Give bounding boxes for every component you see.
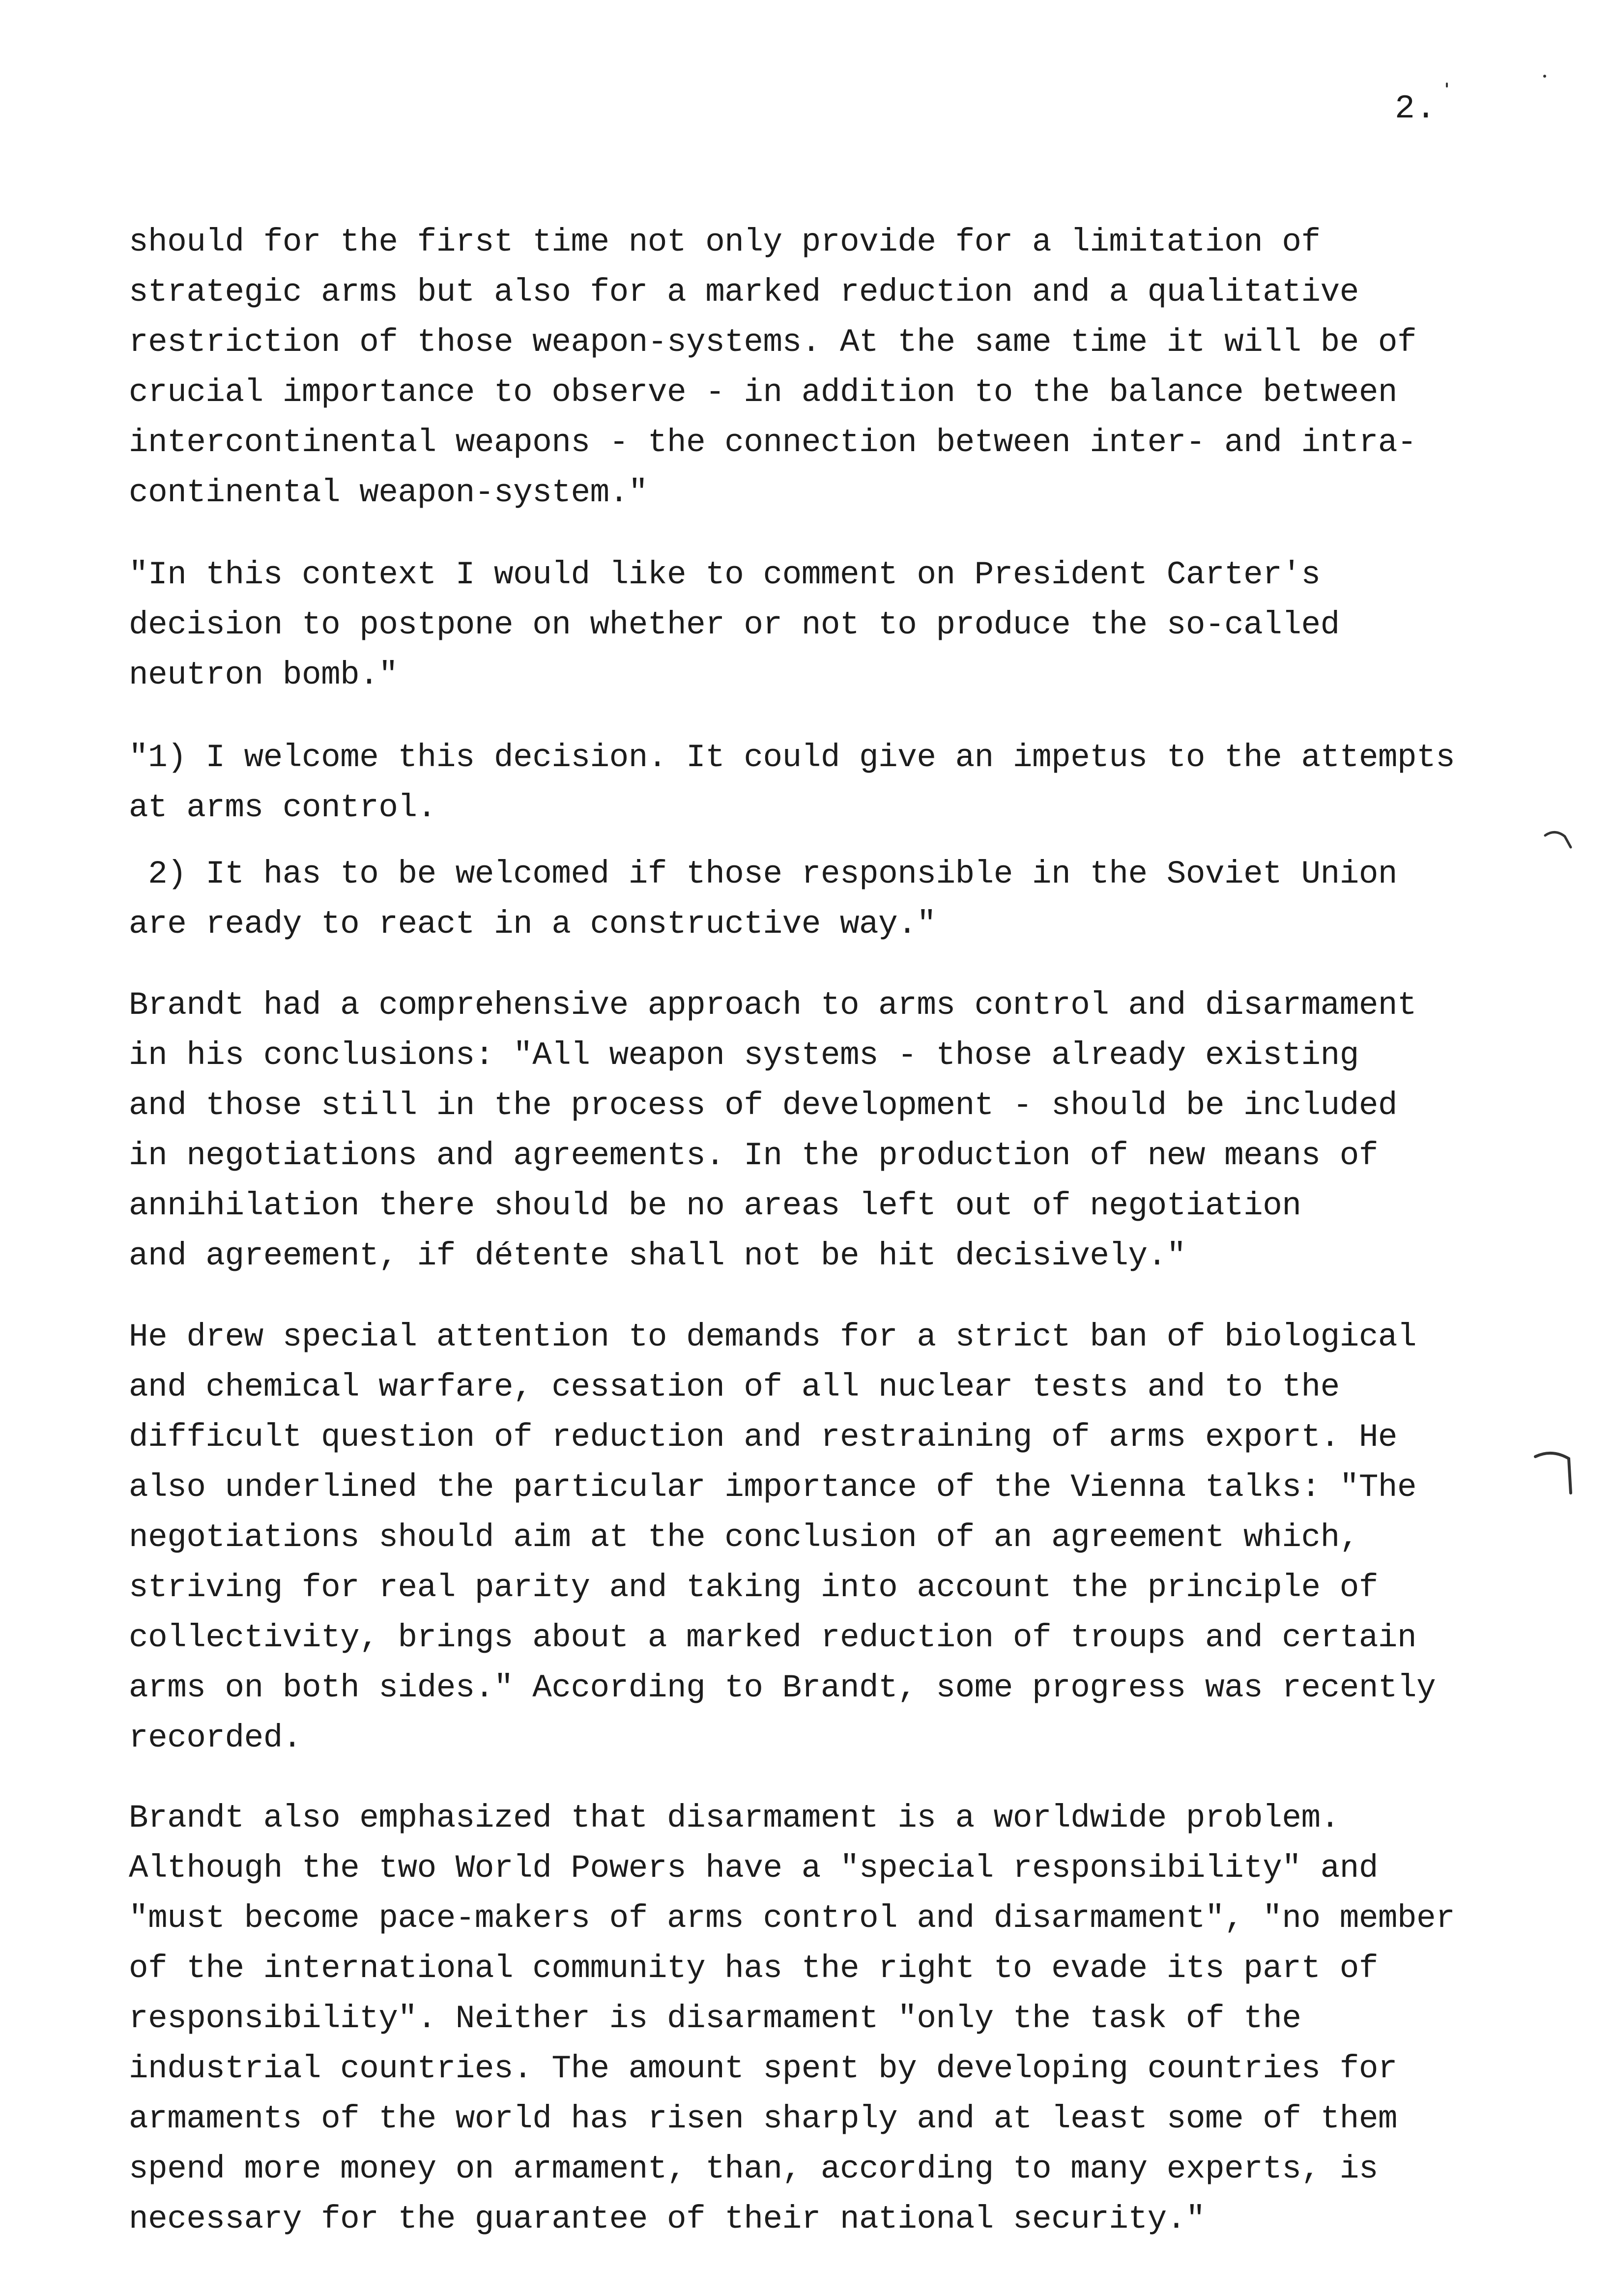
text-line: in negotiations and agreements. In the production of new means of bbox=[129, 1137, 1378, 1174]
paragraph bbox=[129, 1262, 1436, 1813]
scan-speck bbox=[1543, 75, 1546, 78]
text-line: collectivity, brings about a marked reduction of troups and certain bbox=[129, 1619, 1417, 1656]
text-line: and those still in the process of development - should be included bbox=[129, 1087, 1398, 1124]
text-line: strategic arms but also for a marked reduction and a qualitative bbox=[129, 274, 1359, 311]
text-line: "1) I welcome this decision. It could give an impetus to the attempts bbox=[129, 739, 1455, 776]
paragraph bbox=[129, 1743, 1455, 2295]
text-line: of the international community has the right to evade its part of bbox=[129, 1950, 1378, 1987]
scan-speck bbox=[1446, 83, 1448, 87]
text-line: and chemical warfare, cessation of all nuclear tests and to the bbox=[129, 1369, 1340, 1406]
text-line: spend more money on armament, than, according to many experts, is bbox=[129, 2151, 1378, 2187]
text-line: striving for real parity and taking into account the principle of bbox=[129, 1569, 1378, 1606]
text-line: are ready to react in a constructive way." bbox=[129, 906, 936, 943]
text-line: and agreement, if détente shall not be hit decisively." bbox=[129, 1237, 1186, 1274]
text-line: 2) It has to be welcomed if those responsible in the Soviet Union bbox=[129, 856, 1398, 892]
text-line: Although the two World Powers have a "special responsibility" and bbox=[129, 1850, 1378, 1887]
text-line: Brandt also emphasized that disarmament is a worldwide problem. bbox=[129, 1800, 1340, 1837]
text-line: Brandt had a comprehensive approach to arms control and disarmament bbox=[129, 987, 1417, 1024]
margin-mark bbox=[1543, 826, 1573, 870]
margin-mark bbox=[1532, 1446, 1577, 1500]
text-line: should for the first time not only provide for a limitation of bbox=[129, 224, 1321, 260]
text-line: "In this context I would like to comment on President Carter's bbox=[129, 556, 1321, 593]
page-number: 2. bbox=[1395, 90, 1437, 128]
text-line: continental weapon-system." bbox=[129, 474, 648, 511]
text-line: necessary for the guarantee of their national security." bbox=[129, 2201, 1205, 2238]
text-line: He drew special attention to demands for a strict ban of biological bbox=[129, 1319, 1417, 1355]
text-line: restriction of those weapon-systems. At the same time it will be of bbox=[129, 324, 1417, 361]
text-line: crucial importance to observe - in addition to the balance between bbox=[129, 374, 1398, 411]
text-line: annihilation there should be no areas left out of negotiation bbox=[129, 1187, 1301, 1224]
text-line: armaments of the world has risen sharply and at least some of them bbox=[129, 2100, 1398, 2137]
text-line: recorded. bbox=[129, 1720, 302, 1756]
text-line: arms on both sides." According to Brandt, some progress was recently bbox=[129, 1669, 1436, 1706]
text-line: in his conclusions: "All weapon systems - those already existing bbox=[129, 1037, 1359, 1074]
text-line: responsibility". Neither is disarmament "only the task of the bbox=[129, 2000, 1301, 2037]
text-line: difficult question of reduction and restraining of arms export. He bbox=[129, 1419, 1398, 1456]
text-line: intercontinental weapons - the connection between inter- and intra- bbox=[129, 424, 1417, 461]
text-line: negotiations should aim at the conclusion of an agreement which, bbox=[129, 1519, 1359, 1556]
text-line: also underlined the particular importance of the Vienna talks: "The bbox=[129, 1469, 1417, 1506]
text-line: industrial countries. The amount spent by developing countries for bbox=[129, 2050, 1398, 2087]
text-line: at arms control. bbox=[129, 789, 436, 826]
text-line: decision to postpone on whether or not to produce the so-called bbox=[129, 606, 1340, 643]
text-line: "must become pace-makers of arms control and disarmament", "no member bbox=[129, 1900, 1455, 1937]
text-line: neutron bomb." bbox=[129, 657, 398, 693]
